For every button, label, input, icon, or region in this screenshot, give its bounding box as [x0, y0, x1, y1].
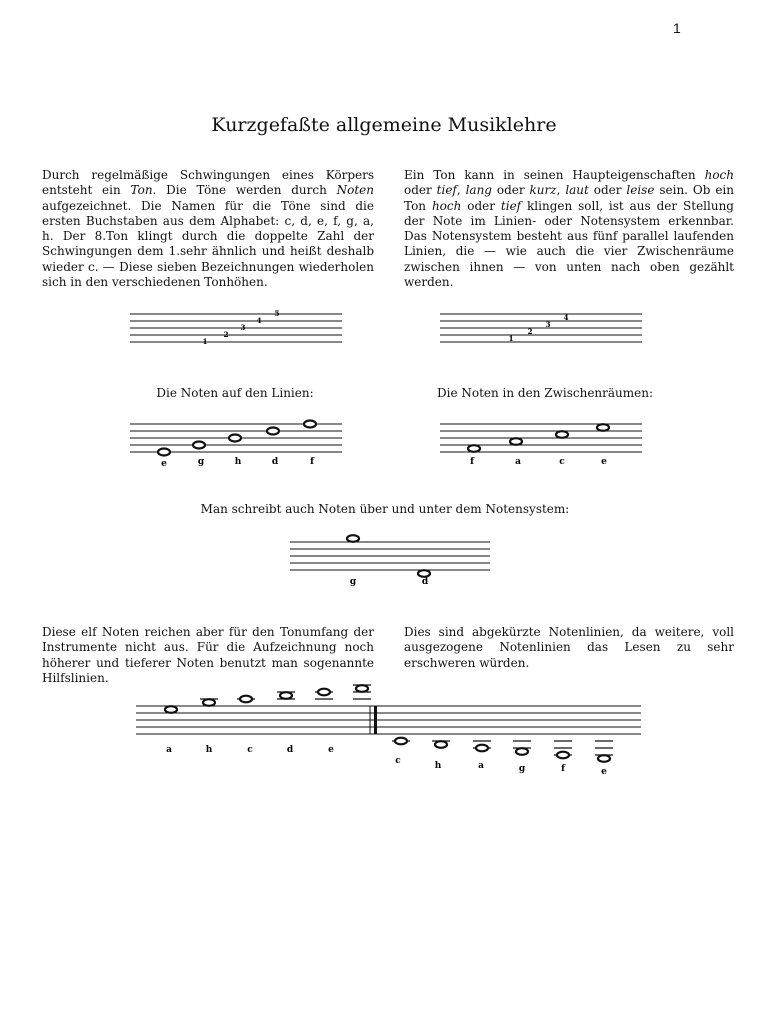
emphasized-term: hoch	[431, 198, 462, 213]
ledger-paragraph-left: Diese elf Noten reichen aber für den Tonumfang der Instrumente nicht aus. Für die Aufzeichnung noch höherer und tieferer Noten benutzt man sogenannte Hilfslinien.	[42, 625, 374, 685]
caption-notes-in-spaces: Die Noten in den Zwischenräumen:	[436, 386, 654, 400]
staff-notes-on-lines	[130, 414, 345, 474]
staff-notes-in-spaces	[440, 414, 646, 474]
text-run: ,	[556, 183, 566, 198]
emphasized-term: leise	[626, 183, 655, 198]
whole-note	[318, 689, 330, 696]
page-number: 1	[673, 20, 681, 36]
whole-note	[229, 435, 241, 442]
whole-note	[556, 431, 568, 438]
space-number-2: 2	[527, 327, 533, 336]
whole-note	[304, 421, 316, 428]
text-run: ,	[456, 183, 466, 198]
whole-note	[510, 438, 522, 445]
emphasized-term: hoch	[704, 168, 734, 182]
emphasized-term: Ton	[130, 183, 153, 198]
page-title: Kurzgefaßte allgemeine Musiklehre	[211, 114, 557, 136]
note-label: f	[561, 764, 565, 774]
whole-note	[165, 706, 177, 713]
text-run: aufgezeichnet. Die Namen für die Töne sind die ersten Buchstaben aus dem Alphabet: c, d, e, f, g, a, h. Der 8.Ton klingt durch die doppelte Zahl der Schwingungen dem 1.sehr ähnlich und heißt deshalb wieder c. — Diese sieben Bezeichnungen wiederholen sich in den verschiedenen Tonhöhen.	[42, 198, 374, 290]
whole-note	[476, 745, 488, 752]
whole-note	[347, 535, 359, 542]
whole-note	[598, 755, 610, 762]
note-label: c	[395, 756, 401, 766]
staff-space-numbering	[440, 308, 646, 346]
note-label: h	[434, 761, 442, 771]
whole-note	[468, 445, 480, 452]
text-run: klingen soll, ist aus der Stellung der Note im Linien- oder Notensystem erkennbar. Das Notensystem besteht aus fünf parallel laufenden Linien, die — wie auch die vier Zwischenräume zwischen ihnen — von unten nach oben gezählt werden.	[404, 198, 734, 290]
space-number-1: 1	[508, 334, 514, 343]
note-label: h	[205, 745, 213, 755]
note-label: c	[247, 745, 253, 755]
ledger-paragraph-right: Dies sind abgekürzte Notenlinien, da weitere, voll ausgezogene Notenlinien das Lesen zu sehr erschweren würden.	[404, 625, 734, 670]
note-label: d	[286, 745, 294, 755]
note-label: e	[601, 457, 607, 467]
whole-note	[267, 428, 279, 435]
intro-paragraph-left	[42, 168, 374, 290]
note-label: g	[349, 577, 357, 587]
space-number-3: 3	[545, 320, 551, 329]
text-run: Ein Ton kann in seinen Haupteigenschaften	[404, 168, 705, 182]
line-number-2: 2	[223, 330, 229, 339]
whole-note	[356, 685, 368, 692]
text-run: . Die Töne werden durch	[152, 183, 337, 198]
line-number-4: 4	[256, 316, 262, 325]
emphasized-term: tief	[500, 198, 522, 213]
line-number-5: 5	[274, 309, 280, 318]
note-label: d	[421, 577, 429, 587]
intro-paragraph-right	[404, 168, 734, 290]
whole-note	[597, 424, 609, 431]
text-run: sein. Ob ein Ton	[404, 183, 734, 213]
note-label: h	[234, 457, 242, 467]
space-number-4: 4	[563, 313, 569, 322]
note-label: f	[470, 457, 474, 467]
note-label: a	[478, 761, 484, 771]
whole-note	[158, 449, 170, 456]
whole-note	[240, 696, 252, 703]
emphasized-term: tief	[436, 183, 457, 198]
caption-notes-above-below: Man schreibt auch Noten über und unter dem Notensystem:	[200, 502, 570, 516]
staff-notes-above-below	[290, 530, 494, 590]
note-label: e	[161, 459, 167, 469]
text-run: oder	[461, 198, 501, 213]
whole-note	[395, 738, 407, 745]
text-run: oder	[588, 183, 627, 198]
text-run: oder	[404, 183, 437, 198]
whole-note	[516, 748, 528, 755]
note-label: e	[601, 767, 607, 777]
note-label: d	[271, 457, 279, 467]
note-label: a	[515, 457, 521, 467]
note-label: g	[518, 764, 526, 774]
staff-ledger-lines	[136, 684, 646, 780]
staff-line-numbering	[130, 304, 345, 348]
whole-note	[280, 692, 292, 699]
caption-notes-on-lines: Die Noten auf den Linien:	[156, 386, 314, 400]
whole-note	[203, 699, 215, 706]
whole-note	[557, 752, 569, 759]
text-run: Durch regelmäßige Schwingungen eines Körpers entsteht ein	[42, 168, 374, 198]
emphasized-term: lang	[465, 183, 492, 198]
note-label: e	[328, 745, 334, 755]
line-number-3: 3	[240, 323, 246, 332]
whole-note	[435, 741, 447, 748]
whole-note	[193, 442, 205, 449]
emphasized-term: kurz	[529, 183, 557, 198]
note-label: a	[166, 745, 172, 755]
emphasized-term: Noten	[336, 183, 374, 198]
whole-note	[418, 570, 430, 577]
line-number-1: 1	[202, 337, 208, 346]
note-label: f	[310, 457, 314, 467]
emphasized-term: laut	[565, 183, 589, 198]
note-label: c	[559, 457, 565, 467]
text-run: oder	[491, 183, 530, 198]
note-label: g	[197, 457, 205, 467]
